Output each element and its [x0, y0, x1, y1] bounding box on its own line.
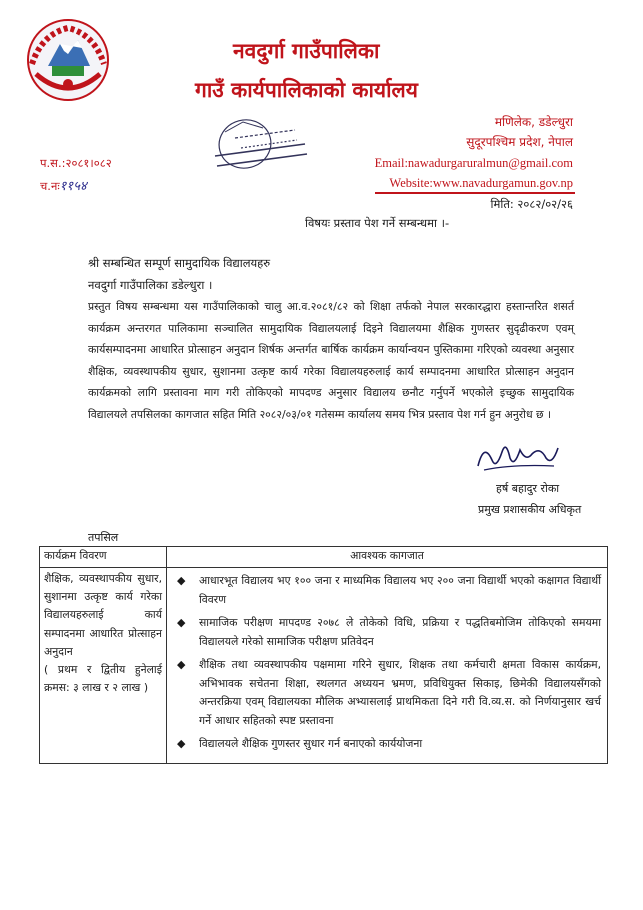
reference-number: प.स.:२०८१।०८२: [40, 156, 112, 170]
program-description: शैक्षिक, व्यवस्थापकीय सुधार, सुशानमा उत्कृष्ट कार्य गरेका विद्यालयहरुलाई कार्य सम्पादनमा आधारित प्रोत्साहन अनुदान ( प्रथम र द्वितीय हुनेलाई क्रमस: ३ लाख र २ लाख ): [40, 568, 167, 764]
recipient-line-2: नवदुर्गा गाउँपालिका डडेल्धुरा ।: [88, 278, 213, 292]
list-item: [171, 572, 601, 609]
list-item: [171, 614, 601, 651]
required-documents-cell: [167, 568, 608, 764]
diamond-bullet-icon: ◆: [177, 616, 186, 629]
signer-title: प्रमुख प्रशासकीय अधिकृत: [478, 503, 582, 516]
signer-name: हर्ष बहादुर रोका: [496, 482, 560, 495]
org-name: नवदुर्गा गाउँपालिका: [233, 39, 380, 63]
document-text: विद्यालयले शैक्षिक गुणस्तर सुधार गर्न बनाएको कार्ययोजना: [199, 737, 423, 750]
letterhead-rule: [375, 192, 575, 194]
dispatch-number-line: [40, 176, 87, 194]
nepal-emblem-icon: [22, 14, 114, 106]
requirements-table: [39, 546, 608, 764]
schedule-heading: तपसिल: [88, 531, 119, 544]
website-address: Website:www.navadurgamun.gov.np: [389, 176, 573, 190]
email-address: Email:nawadurgaruralmun@gmail.com: [374, 156, 573, 170]
letter-subject: विषयः प्रस्ताव पेश गर्ने सम्बन्धमा ।-: [305, 216, 450, 230]
table-header-row: [40, 547, 608, 568]
letter-date: मिति: २०८२/०२/२६: [490, 197, 573, 211]
address-line-2: सुदूरपश्चिम प्रदेश, नेपाल: [466, 135, 573, 149]
letter-body: प्रस्तुत विषय सम्बन्धमा यस गाउँपालिकाको चालु आ.व.२०८१/८२ को शिक्षा तर्फको नेपाल सरकारद्धारा हस्तान्तरित शसर्त कार्यक्रम अन्तरगत पालिकामा सञ्चालित सामुदायिक विद्यालयलाई दिइने विद्यालयमा शैक्षिक गुणस्तर सुदृढीकरण एवम् कार्यसम्पादनमा आधारित प्रोत्साहन अनुदान शिर्षक अन्तर्गत बार्षिक कार्यक्रम कार्यान्वयन पुस्तिकामा गरिएको व्यवस्था अनुसार शैक्षिक, व्यवस्थापकीय सुधार, सुशानमा उत्कृष्ट कार्य गरेका विद्यालयहरुलाई कार्य सम्पादनमा आधारित प्रोत्साहन अनुदान कार्यक्रमको लागि प्रस्तावना माग गरी तोकिएको मापदण्ड अनुसार विद्यालय छनौट गर्नुपर्ने भएकोले इच्छुक सामुदायिक विद्यालयले तपसिलका कागजात सहित मिति २०८२/०३/०१ गतेसम्म कार्यालय समय भित्र प्रस्ताव पेश गर्न हुन अनुरोध छ ।: [88, 300, 574, 421]
required-documents-list: [171, 572, 601, 754]
dispatch-label: च.नः: [40, 179, 60, 193]
document-text: सामाजिक परीक्षण मापदण्ड २०७८ ले तोकेको विधि, प्रक्रिया र पद्धतिबमोजिम तोकिएको समयमा विद्यालयले गरेको सामाजिक परीक्षण प्रतिवेदन: [199, 616, 601, 648]
diamond-bullet-icon: ◆: [177, 574, 186, 587]
dispatch-number: ११५४: [59, 179, 87, 194]
diamond-bullet-icon: ◆: [177, 658, 186, 671]
table-row: [40, 568, 608, 764]
recipient-line-1: श्री सम्बन्धित सम्पूर्ण सामुदायिक विद्यालयहरु: [88, 256, 271, 270]
diamond-bullet-icon: ◆: [177, 737, 186, 750]
document-text: शैक्षिक तथा व्यवस्थापकीय पक्षमामा गरिने सुधार, शिक्षक तथा कर्मचारी क्षमता विकास कार्यक्रम, अभिभावक सचेतना शिक्षा, स्थलगत अध्ययन भ्रमण, प्रविधियुक्त सिकाइ, छिमेकी विद्यालयसँगको अन्तरक्रिया एवम् विद्यालयका मौलिक अभ्यासलाई प्राथमिकता दिने गरी वि.व्य.स. को निर्णयानुसार खर्च गर्ने आधार सहितको स्पष्ट प्रस्तावना: [199, 658, 601, 727]
list-item: [171, 656, 601, 730]
column-header-program: कार्यक्रम विवरण: [40, 547, 167, 568]
address-line-1: मणिलेक, डडेल्धुरा: [494, 115, 573, 129]
list-item: [171, 735, 601, 754]
column-header-documents: आवश्यक कागजात: [167, 547, 608, 568]
office-stamp-icon: [185, 110, 317, 172]
signature-icon: [474, 436, 560, 476]
office-name: गाउँ कार्यपालिकाको कार्यालय: [195, 78, 418, 102]
document-text: आधारभूत विद्यालय भए १०० जना र माध्यमिक विद्यालय भए २०० जना विद्यार्थी भएको कक्षागत विद्यार्थी विवरण: [199, 574, 601, 606]
